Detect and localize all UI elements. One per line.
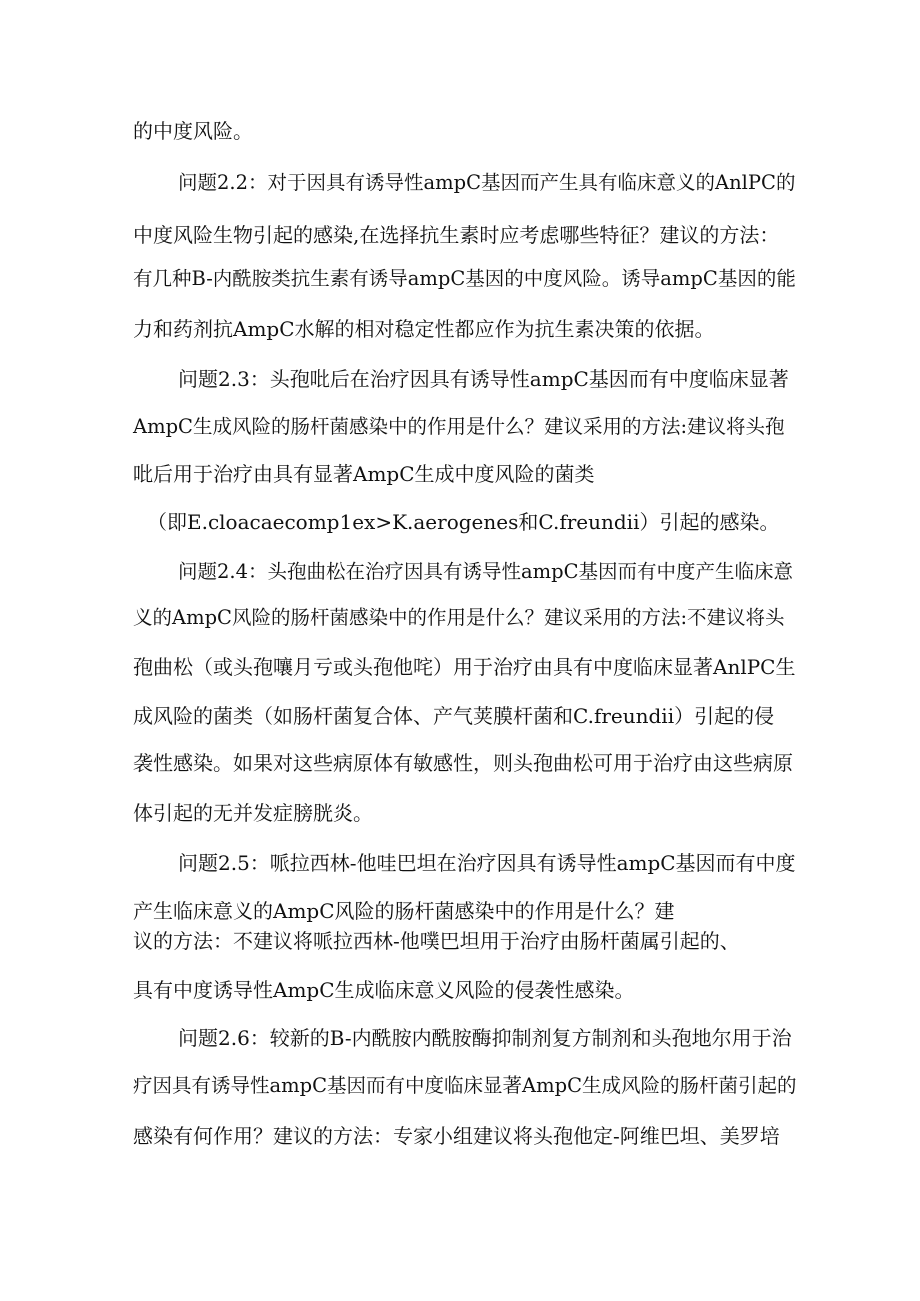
text-line: 义的AmpC风险的肠杆菌感染中的作用是什么？建议采用的方法:不建议将头 bbox=[133, 606, 785, 629]
text-line: 孢曲松（或头孢嚷月亏或头孢他咤）用于治疗由具有中度临床显著AnlPC生 bbox=[133, 655, 796, 679]
text-line: 的中度风险。 bbox=[133, 119, 253, 143]
text-line: 力和药剂抗AmpC水解的相对稳定性都应作为抗生素决策的依据。 bbox=[133, 317, 715, 341]
text-line: 吡后用于治疗由具有显著AmpC生成中度风险的菌类 bbox=[133, 462, 595, 486]
text-line: 成风险的菌类（如肠杆菌复合体、产气荚膜杆菌和C.freundii）引起的侵 bbox=[133, 704, 775, 728]
text-line: 袭性感染。如果对这些病原体有敏感性，则头孢曲松可用于治疗由这些病原 bbox=[133, 751, 793, 775]
text-line: 中度风险生物引起的感染,在选择抗生素时应考虑哪些特征？建议的方法： bbox=[133, 223, 780, 247]
text-line: 议的方法：不建议将哌拉西林-他噗巴坦用于治疗由肠杆菌属引起的、 bbox=[133, 929, 740, 953]
text-line: 感染有何作用？建议的方法：专家小组建议将头孢他定-阿维巴坦、美罗培 bbox=[133, 1124, 780, 1148]
text-line: 体引起的无并发症膀胱炎。 bbox=[133, 801, 373, 825]
text-line: 具有中度诱导性AmpC生成临床意义风险的侵袭性感染。 bbox=[133, 978, 635, 1002]
text-line: 产生临床意义的AmpC风险的肠杆菌感染中的作用是什么？建 bbox=[133, 899, 675, 923]
question-2-4-line: 问题2.4：头孢曲松在治疗因具有诱导性ampC基因而有中度产生临床意 bbox=[178, 560, 794, 583]
question-2-3-line: 问题2.3：头孢吡后在治疗因具有诱导性ampC基因而有中度临床显著 bbox=[178, 367, 789, 391]
text-line: 疗因具有诱导性ampC基因而有中度临床显著AmpC生成风险的肠杆菌引起的 bbox=[133, 1074, 797, 1097]
text-line: （即E.cloacaecomp1ex>K.aerogenes和C.freundii）引起的感染。 bbox=[147, 510, 780, 534]
text-line: AmpC生成风险的肠杆菌感染中的作用是什么？建议采用的方法:建议将头孢 bbox=[133, 415, 785, 438]
question-2-6-line: 问题2.6：较新的B-内酰胺内酰胺酶抑制剂复方制剂和头孢地尔用于治 bbox=[178, 1026, 792, 1050]
question-2-2-line: 问题2.2：对于因具有诱导性ampC基因而产生具有临床意义的AnlPC的 bbox=[178, 171, 796, 194]
question-2-5-line: 问题2.5：哌拉西林-他哇巴坦在治疗因具有诱导性ampC基因而有中度 bbox=[178, 851, 796, 875]
text-line: 有几种B-内酰胺类抗生素有诱导ampC基因的中度风险。诱导ampC基因的能 bbox=[133, 267, 796, 290]
